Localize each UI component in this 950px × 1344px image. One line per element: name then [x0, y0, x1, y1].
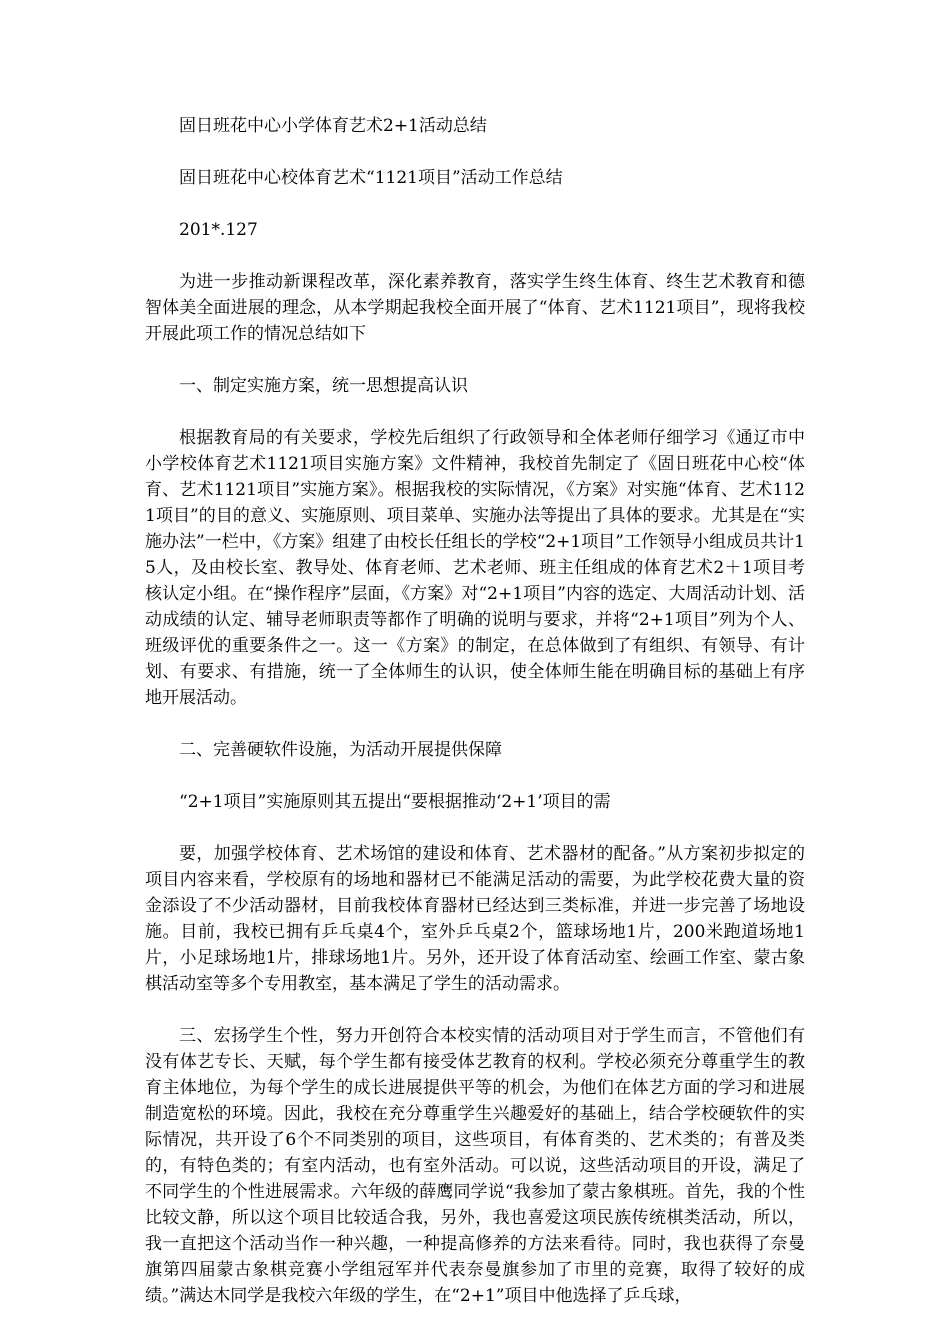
section-1-paragraph: 根据教育局的有关要求，学校先后组织了行政领导和全体老师仔细学习《通辽市中小学校体育艺术1121项目实施方案》文件精神，我校首先制定了《固日班花中心校“体育、艺术1121项目”实施方案》。根据我校的实际情况，《方案》对实施“体育、艺术1121项目”的目的意义、实施原则、项目菜单、实施办法等提出了具体的要求。尤其是在“实施办法”一栏中，《方案》组建了由校长任组长的学校“2+1项目”工作领导小组成员共计15人，及由校长室、教导处、体育老师、艺术老师、班主任组成的体育艺术2＋1项目考核认定小组。在“操作程序”层面，《方案》对“2+1项目”内容的选定、大周活动计划、活动成绩的认定、辅导老师职责等都作了明确的说明与要求，并将“2+1项目”列为个人、班级评优的重要条件之一。这一《方案》的制定，在总体做到了有组织、有领导、有计划、有要求、有措施，统一了全体师生的认识，使全体师生能在明确目标的基础上有序地开展活动。: [145, 428, 805, 708]
section-3-paragraph: 三、宏扬学生个性，努力开创符合本校实情的活动项目对于学生而言，不管他们有没有体艺专长、天赋，每个学生都有接受体艺教育的权利。学校必须充分尊重学生的教育主体地位，为每个学生的成长进展提供平等的机会，为他们在体艺方面的学习和进展制造宽松的环境。因此，我校在充分尊重学生兴趣爱好的基础上，结合学校硬软件的实际情况，共开设了6个不同类别的项目，这些项目，有体育类的、艺术类的；有普及类的，有特色类的；有室内活动，也有室外活动。可以说，这些活动项目的开设，满足了不同学生的个性进展需求。六年级的薛鹰同学说“我参加了蒙古象棋班。首先，我的个性比较文静，所以这个项目比较适合我，另外，我也喜爱这项民族传统棋类活动，所以，我一直把这个活动当作一种兴趣，一种提高修养的方法来看待。同时，我也获得了奈曼旗第四届蒙古象棋竞赛小学组冠军并代表奈曼旗参加了市里的竞赛，取得了较好的成绩。”满达木同学是我校六年级的学生，在“2+1”项目中他选择了乒乓球，: [145, 1026, 805, 1306]
document-date: 201*.127: [179, 220, 258, 240]
section-heading-1: 一、制定实施方案，统一思想提高认识: [179, 376, 468, 396]
section-2-paragraph: 要，加强学校体育、艺术场馆的建设和体育、艺术器材的配备。”从方案初步拟定的项目内容来看，学校原有的场地和器材已不能满足活动的需要，为此学校花费大量的资金添设了不少活动器材，目前我校体育器材已经达到三类标准，并进一步完善了场地设施。目前，我校已拥有乒乓桌4个，室外乒乓桌2个，篮球场地1片，200米跑道场地1片，小足球场地1片，排球场地1片。另外，还开设了体育活动室、绘画工作室、蒙古象棋活动室等多个专用教室，基本满足了学生的活动需求。: [145, 844, 805, 994]
intro-paragraph: 为进一步推动新课程改革，深化素养教育，落实学生终生体育、终生艺术教育和德智体美全面进展的理念，从本学期起我校全面开展了“体育、艺术1121项目”，现将我校开展此项工作的情况总结如下: [145, 272, 805, 344]
section-2-quote-paragraph: “2+1项目”实施原则其五提出“要根据推动‘2+1’项目的需: [179, 792, 611, 812]
section-heading-2: 二、完善硬软件设施，为活动开展提供保障: [179, 740, 502, 760]
document-body: [145, 113, 805, 1335]
document-subtitle: 固日班花中心校体育艺术“1121项目”活动工作总结: [179, 168, 563, 188]
document-title: 固日班花中心小学体育艺术2+1活动总结: [179, 116, 487, 136]
